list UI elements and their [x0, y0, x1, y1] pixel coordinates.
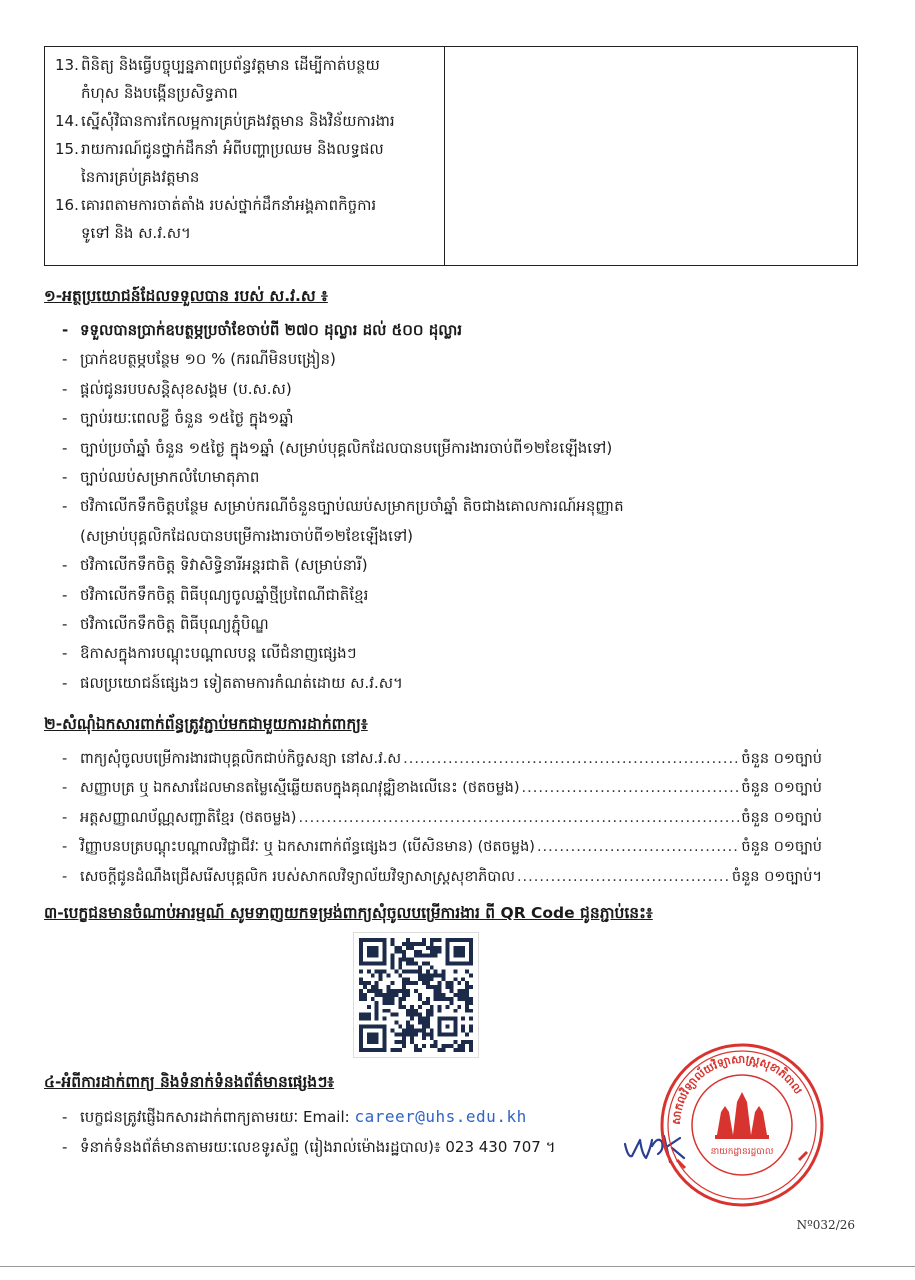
apply-title: ៣-បេក្ខជនមានចំណាប់អារម្មណ៍ សូមទាញយកទម្រង់ពាក្យសុំចូលបម្រើការងារ ពី QR Code ជូនភ្ជាប់នេះ៖ [44, 904, 653, 922]
contact-email-row: - បេក្ខជនត្រូវផ្ញើឯកសារដាក់ពាក្យតាមរយៈ Email: career@uhs.edu.kh [62, 1107, 527, 1126]
duty-text [81, 135, 438, 191]
duty-line: ស្នើសុំវិធានការកែលម្អការគ្រប់គ្រងវត្តមាន និងវិន័យការងារ [81, 112, 395, 130]
benefit-item: - ច្បាប់រយៈពេលខ្លី ចំនួន ១៥ថ្ងៃ ក្នុង១ឆ្នាំ [62, 409, 294, 428]
duty-line: គោរពតាមការចាត់តាំង របស់ថ្នាក់ដឹកនាំអង្គភាពកិច្ចការ [81, 196, 377, 214]
contact-phone-row: - ទំនាក់ទំនងព័ត៌មានតាមរយៈលេខទូរស័ព្ទ (រៀងរាល់ម៉ោងរដ្ឋបាល)៖ 023 430 707 ។ [62, 1138, 556, 1156]
duty-number: 13. [55, 56, 79, 74]
stamp-inner-text: នាយកដ្ឋានរដ្ឋបាល [710, 1147, 774, 1157]
benefits-list [62, 316, 852, 698]
benefit-item: - ប្រាក់ឧបត្ថម្ភបន្ថែម ១០ % (ករណីមិនបង្រៀន) [62, 350, 336, 369]
benefit-item: - ឱកាសក្នុងការបណ្តុះបណ្តាលបន្ត លើជំនាញផ្សេងៗ [62, 644, 357, 663]
benefit-item: - ទទួលបានប្រាក់ឧបត្ថម្ភប្រចាំខែចាប់ពី ២៧០ ដុល្លារ ដល់ ៥០០ ដុល្លារ [62, 321, 463, 339]
benefit-item: - ផលប្រយោជន៍ផ្សេងៗ ទៀតតាមការកំណត់ដោយ ស.វ.ស។ [62, 673, 403, 692]
document-item: - ពាក្យសុំចូលបម្រើការងារជាបុគ្គលិកជាប់កិច្ចសន្យា នៅស.វ.ស ..... ចំនួន ០១ច្បាប់ [62, 745, 822, 774]
benefit-item: - ផ្តល់ជូនរបបសន្តិសុខសង្គម (ប.ស.ស) [62, 379, 292, 398]
contact-title: ៤-អំពីការដាក់ពាក្យ និងទំនាក់ទំនងព័ត៌មានផ្សេងៗ៖ [44, 1073, 335, 1091]
duties-empty-column [445, 47, 857, 265]
duty-item [55, 107, 438, 135]
document-number: Nº032/26 [796, 1218, 855, 1232]
page-bottom-rule [0, 1266, 915, 1267]
duty-item [55, 51, 438, 107]
duty-line: ទូទៅ និង ស.វ.ស។ [81, 224, 191, 242]
stamp-outer-text: សាកលវិទ្យាល័យវិទ្យាសាស្ត្រសុខាភិបាល [669, 1052, 805, 1126]
duty-text [81, 107, 438, 135]
qr-code-image [359, 938, 473, 1052]
duty-number: 14. [55, 112, 79, 130]
duty-line: ពិនិត្យ និងធ្វើបច្ចុប្បន្នភាពប្រព័ន្ធវត្តមាន ដើម្បីកាត់បន្ថយ [81, 56, 380, 74]
benefit-item-continuation: (សម្រាប់បុគ្គលិកដែលបានបម្រើការងារចាប់ពី១២ខែឡើងទៅ) [80, 526, 414, 545]
documents-title: ២-សំណុំឯកសារពាក់ព័ន្ធត្រូវភ្ជាប់មកជាមួយការដាក់ពាក្យ៖ [44, 715, 368, 733]
duty-number: 16. [55, 196, 79, 214]
duty-line: នៃការគ្រប់គ្រងវត្តមាន [81, 168, 200, 186]
duty-text [81, 51, 438, 107]
duty-line: រាយការណ៍ជូនថ្នាក់ដឹកនាំ អំពីបញ្ហាប្រឈម និងលទ្ធផល [81, 140, 384, 158]
benefit-item: - ថវិកាលើកទឹកចិត្ត ទិវាសិទ្ធិនារីអន្តរជាតិ (សម្រាប់នារី) [62, 556, 368, 575]
documents-list [62, 745, 822, 892]
document-item: - សញ្ញាបត្រ ឬ ឯកសារដែលមានតម្លៃស្មើឆ្លើយតបក្នុងគុណវុឌ្ឍិខាងលើនេះ (ថតចម្លង) ..... ចំនួន ០១ច្បាប់ [62, 774, 822, 803]
duties-table [44, 46, 858, 266]
document-item: - អត្តសញ្ញាណប័ណ្ណសញ្ជាតិខ្មែរ (ថតចម្លង) ..... ចំនួន ០១ច្បាប់ [62, 804, 822, 833]
document-item: - សេចក្តីជូនដំណឹងជ្រើសរើសបុគ្គលិក របស់សាកលវិទ្យាល័យវិទ្យាសាស្ត្រសុខាភិបាល ..... ចំនួន ០១ច្បាប់។ [62, 863, 822, 892]
duties-column [45, 47, 445, 265]
duty-number: 15. [55, 140, 79, 158]
benefit-item: - ថវិកាលើកទឹកចិត្តបន្ថែម សម្រាប់ករណីចំនួនច្បាប់ឈប់សម្រាកប្រចាំឆ្នាំ តិចជាងគោលការណ៍អនុញ្ញាត [62, 497, 624, 516]
benefits-title: ១-អត្ថប្រយោជន៍ដែលទទួលបាន របស់ ស.វ.ស ៖ [44, 287, 328, 305]
duty-text [81, 191, 438, 247]
benefit-item: - ថវិកាលើកទឹកចិត្ត ពិធីបុណ្យចូលឆ្នាំថ្មីប្រពៃណីជាតិខ្មែរ [62, 585, 369, 604]
official-stamp [657, 1040, 827, 1210]
benefit-item: - ថវិកាលើកទឹកចិត្ត ពិធីបុណ្យភ្ជុំបិណ្ឌ [62, 615, 269, 634]
duty-item [55, 135, 438, 191]
email-label: បេក្ខជនត្រូវផ្ញើឯកសារដាក់ពាក្យតាមរយៈ Email: [80, 1108, 350, 1126]
qr-code[interactable] [354, 933, 478, 1057]
phone-text: ទំនាក់ទំនងព័ត៌មានតាមរយៈលេខទូរស័ព្ទ (រៀងរាល់ម៉ោងរដ្ឋបាល)៖ 023 430 707 ។ [80, 1138, 556, 1156]
benefit-item: - ច្បាប់ឈប់សម្រាកលំហែមាតុភាព [62, 468, 260, 487]
benefit-item: - ច្បាប់ប្រចាំឆ្នាំ ចំនួន ១៥ថ្ងៃ ក្នុង១ឆ្នាំ (សម្រាប់បុគ្គលិកដែលបានបម្រើការងារចាប់ពី១២ខែឡើងទៅ) [62, 438, 613, 457]
email-link[interactable]: career@uhs.edu.kh [354, 1107, 527, 1126]
document-item: - វិញ្ញាបនបត្របណ្តុះបណ្តាលវិជ្ជាជីវៈ ឬ ឯកសារពាក់ព័ន្ធផ្សេងៗ (បើសិនមាន) (ថតចម្លង) ..... ចំនួន ០១ច្បាប់ [62, 833, 822, 862]
contact-list [62, 1102, 662, 1162]
duty-line: កំហុស និងបង្កើនប្រសិទ្ធភាព [81, 84, 238, 102]
duty-item [55, 191, 438, 247]
